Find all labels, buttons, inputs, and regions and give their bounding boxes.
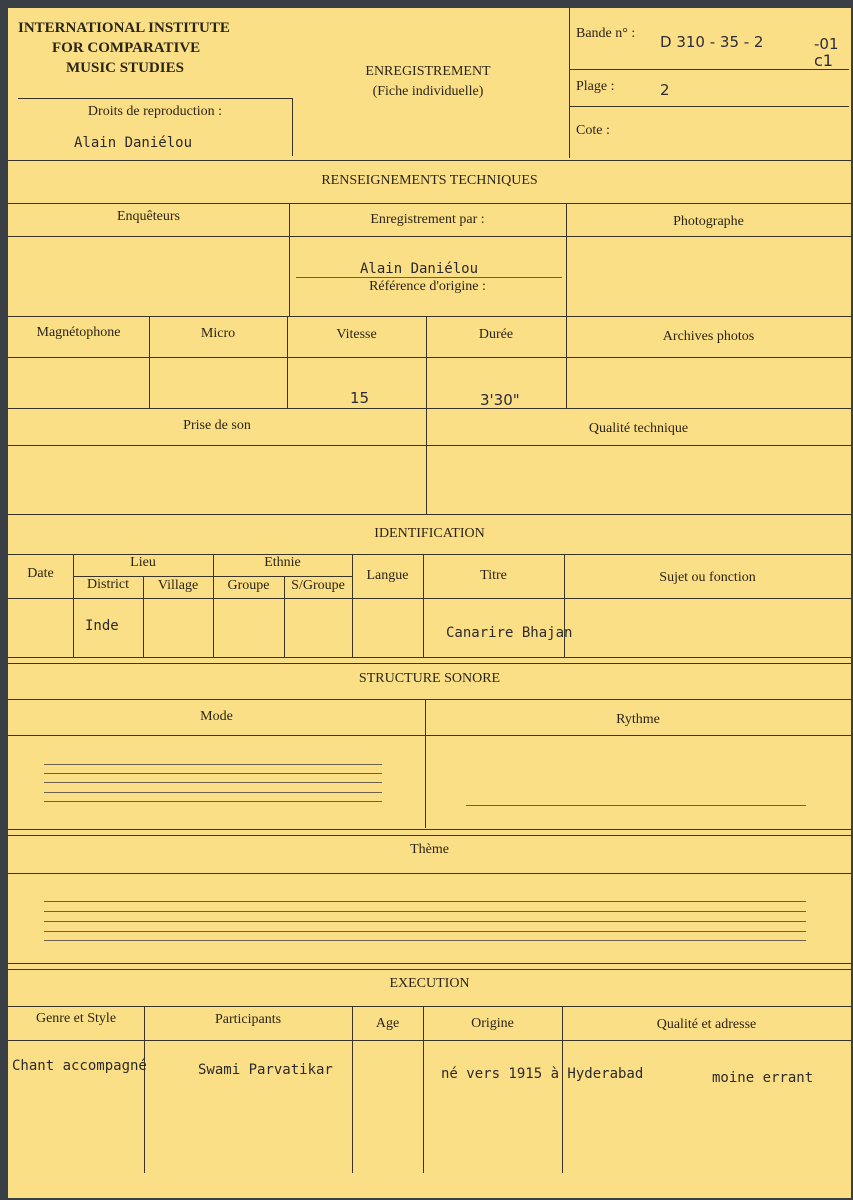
tape-suffix: -01	[814, 35, 839, 53]
origin-label: Origine	[471, 1016, 514, 1031]
photo-archive-label: Archives photos	[662, 329, 755, 344]
group-label: Groupe	[227, 578, 270, 593]
title-value: Canarire Bhajan	[446, 625, 573, 641]
theme-label: Thème	[410, 842, 449, 857]
participants-value: Swami Parvatikar	[198, 1062, 333, 1078]
tape-suffix-2: c1	[814, 51, 833, 70]
ethnic-label: Ethnie	[264, 555, 301, 570]
tape-label: Bande n° :	[576, 26, 636, 41]
participants-label: Participants	[214, 1012, 282, 1027]
sound-take-label: Prise de son	[183, 418, 251, 433]
village-label: Village	[157, 578, 199, 593]
track-value: 2	[660, 81, 670, 99]
photographer-label: Photographe	[673, 214, 744, 229]
speed-label: Vitesse	[336, 327, 377, 342]
doc-subtitle: (Fiche individuelle)	[372, 84, 484, 99]
execution-section-title: EXECUTION	[389, 976, 470, 991]
tech-quality-label: Qualité technique	[588, 421, 689, 436]
date-label: Date	[27, 566, 54, 581]
subgroup-label: S/Groupe	[291, 578, 345, 593]
rhythm-label: Rythme	[616, 712, 660, 727]
title-label: Titre	[480, 568, 507, 583]
recorded-by-value: Alain Daniélou	[360, 261, 479, 277]
district-label: District	[87, 577, 129, 592]
district-value: Inde	[85, 618, 119, 634]
cote-label: Cote :	[576, 123, 610, 138]
duration-label: Durée	[478, 327, 514, 342]
identification-section-title: IDENTIFICATION	[374, 526, 485, 541]
speed-value: 15	[350, 389, 370, 407]
investigators-label: Enquêteurs	[117, 209, 180, 224]
quality-value: moine errant	[712, 1070, 814, 1086]
place-label: Lieu	[130, 555, 156, 570]
doc-title: ENREGISTREMENT	[365, 64, 491, 79]
subject-label: Sujet ou fonction	[659, 570, 756, 585]
institute-line-3: MUSIC STUDIES	[66, 60, 184, 76]
genre-value: Chant accompagné	[12, 1058, 147, 1074]
recorded-by-label: Enregistrement par :	[370, 212, 485, 227]
rights-value: Alain Daniélou	[74, 135, 193, 151]
rights-label: Droits de reproduction :	[87, 104, 223, 119]
mic-label: Micro	[200, 326, 236, 341]
age-label: Age	[375, 1016, 400, 1031]
institute-line-1: INTERNATIONAL INSTITUTE	[18, 20, 230, 36]
origin-value: né vers 1915 à Hyderabad	[441, 1066, 644, 1082]
recorder-label: Magnétophone	[36, 325, 121, 340]
language-label: Langue	[366, 568, 409, 583]
duration-value: 3'30"	[480, 391, 520, 409]
technical-section-title: RENSEIGNEMENTS TECHNIQUES	[321, 173, 538, 188]
record-sheet	[8, 8, 851, 1198]
quality-address-label: Qualité et adresse	[656, 1017, 757, 1032]
mode-label: Mode	[200, 709, 233, 724]
institute-line-2: FOR COMPARATIVE	[52, 40, 201, 56]
genre-label: Genre et Style	[35, 1011, 117, 1026]
track-label: Plage :	[576, 79, 615, 94]
origin-ref-label: Référence d'origine :	[369, 279, 486, 294]
tape-value: D 310 - 35 - 2	[660, 33, 764, 51]
structure-section-title: STRUCTURE SONORE	[358, 671, 501, 686]
